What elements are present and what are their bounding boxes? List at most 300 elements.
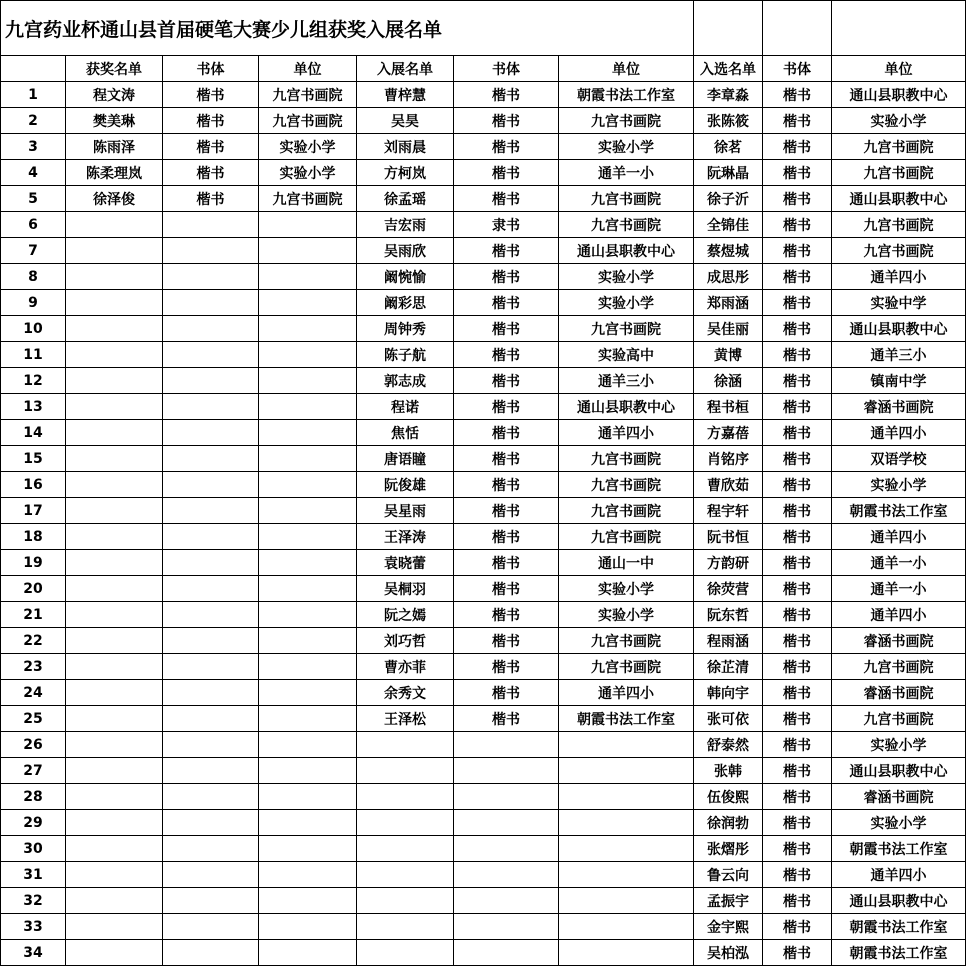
award-unit-cell [259, 888, 357, 914]
selected-unit-cell: 通山县职教中心 [832, 316, 966, 342]
selected-script-cell: 楷书 [763, 784, 832, 810]
award-script-cell [163, 420, 259, 446]
header-exhibit-name: 入展名单 [357, 56, 454, 82]
row-index-cell: 22 [1, 628, 66, 654]
table-row [1, 108, 966, 134]
row-index-cell: 6 [1, 212, 66, 238]
table-row [1, 368, 966, 394]
exhibit-script-cell [454, 914, 559, 940]
selected-script-cell: 楷书 [763, 498, 832, 524]
exhibit-name-cell [357, 862, 454, 888]
award-unit-cell [259, 290, 357, 316]
selected-unit-cell: 通山县职教中心 [832, 888, 966, 914]
selected-name-cell: 张熠彤 [694, 836, 763, 862]
award-unit-cell [259, 680, 357, 706]
table-row [1, 394, 966, 420]
exhibit-unit-cell: 朝霞书法工作室 [559, 82, 694, 108]
award-unit-cell [259, 368, 357, 394]
selected-name-cell: 方嘉蓓 [694, 420, 763, 446]
row-index-cell: 4 [1, 160, 66, 186]
selected-script-cell: 楷书 [763, 680, 832, 706]
award-name-cell [66, 732, 163, 758]
table-row [1, 134, 966, 160]
award-name-cell [66, 472, 163, 498]
selected-unit-cell: 通羊四小 [832, 524, 966, 550]
table-row [1, 914, 966, 940]
row-index-cell: 18 [1, 524, 66, 550]
award-script-cell [163, 628, 259, 654]
selected-script-cell: 楷书 [763, 758, 832, 784]
exhibit-name-cell: 陈子航 [357, 342, 454, 368]
table-row [1, 602, 966, 628]
exhibit-name-cell: 曹亦菲 [357, 654, 454, 680]
award-name-cell [66, 758, 163, 784]
table-row [1, 862, 966, 888]
award-unit-cell [259, 706, 357, 732]
row-index-cell: 16 [1, 472, 66, 498]
exhibit-name-cell: 阮之嫣 [357, 602, 454, 628]
selected-unit-cell: 通羊四小 [832, 420, 966, 446]
selected-name-cell: 舒泰然 [694, 732, 763, 758]
exhibit-script-cell: 楷书 [454, 498, 559, 524]
header-award-name: 获奖名单 [66, 56, 163, 82]
award-script-cell [163, 238, 259, 264]
selected-name-cell: 韩向宇 [694, 680, 763, 706]
exhibit-name-cell [357, 784, 454, 810]
award-name-cell: 樊美琳 [66, 108, 163, 134]
table-row [1, 420, 966, 446]
award-script-cell [163, 290, 259, 316]
selected-script-cell: 楷书 [763, 368, 832, 394]
selected-script-cell: 楷书 [763, 732, 832, 758]
exhibit-unit-cell: 九宫书画院 [559, 472, 694, 498]
selected-unit-cell: 实验小学 [832, 108, 966, 134]
row-index-cell: 8 [1, 264, 66, 290]
award-name-cell [66, 602, 163, 628]
exhibit-unit-cell: 实验小学 [559, 264, 694, 290]
selected-unit-cell: 通羊一小 [832, 550, 966, 576]
exhibit-script-cell [454, 810, 559, 836]
table-row [1, 784, 966, 810]
exhibit-name-cell: 吴桐羽 [357, 576, 454, 602]
title-row [1, 1, 966, 56]
award-unit-cell [259, 758, 357, 784]
selected-name-cell: 吴佳丽 [694, 316, 763, 342]
header-exhibit-script: 书体 [454, 56, 559, 82]
exhibit-name-cell [357, 758, 454, 784]
exhibit-name-cell: 阮俊雄 [357, 472, 454, 498]
exhibit-unit-cell: 实验小学 [559, 602, 694, 628]
award-unit-cell [259, 914, 357, 940]
award-unit-cell: 实验小学 [259, 134, 357, 160]
selected-script-cell: 楷书 [763, 420, 832, 446]
award-unit-cell [259, 446, 357, 472]
award-script-cell: 楷书 [163, 186, 259, 212]
exhibit-unit-cell: 通羊四小 [559, 420, 694, 446]
selected-unit-cell: 朝霞书法工作室 [832, 940, 966, 966]
header-index-cell [1, 56, 66, 82]
award-script-cell [163, 602, 259, 628]
exhibit-script-cell: 楷书 [454, 342, 559, 368]
exhibit-unit-cell: 通山一中 [559, 550, 694, 576]
selected-unit-cell: 朝霞书法工作室 [832, 914, 966, 940]
award-unit-cell [259, 264, 357, 290]
selected-name-cell: 程书桓 [694, 394, 763, 420]
award-script-cell [163, 212, 259, 238]
selected-unit-cell: 实验中学 [832, 290, 966, 316]
selected-name-cell: 方韵研 [694, 550, 763, 576]
exhibit-script-cell: 楷书 [454, 82, 559, 108]
table-row [1, 472, 966, 498]
exhibit-name-cell: 吴雨欣 [357, 238, 454, 264]
award-name-cell [66, 264, 163, 290]
award-name-cell [66, 524, 163, 550]
exhibit-script-cell: 楷书 [454, 316, 559, 342]
header-exhibit-unit: 单位 [559, 56, 694, 82]
exhibit-unit-cell: 实验高中 [559, 342, 694, 368]
title-blank-cell [763, 1, 832, 56]
award-name-cell [66, 368, 163, 394]
selected-unit-cell: 九宫书画院 [832, 238, 966, 264]
award-script-cell [163, 654, 259, 680]
exhibit-unit-cell: 实验小学 [559, 290, 694, 316]
award-unit-cell [259, 862, 357, 888]
exhibit-script-cell [454, 888, 559, 914]
award-script-cell [163, 524, 259, 550]
row-index-cell: 17 [1, 498, 66, 524]
selected-name-cell: 曹欣茹 [694, 472, 763, 498]
selected-unit-cell: 睿涵书画院 [832, 628, 966, 654]
table-row [1, 316, 966, 342]
selected-script-cell: 楷书 [763, 524, 832, 550]
award-script-cell [163, 342, 259, 368]
award-unit-cell [259, 212, 357, 238]
exhibit-script-cell [454, 732, 559, 758]
selected-name-cell: 阮琳晶 [694, 160, 763, 186]
exhibit-script-cell: 楷书 [454, 420, 559, 446]
exhibit-name-cell: 焦恬 [357, 420, 454, 446]
selected-unit-cell: 九宫书画院 [832, 134, 966, 160]
award-unit-cell [259, 498, 357, 524]
selected-name-cell: 蔡煜城 [694, 238, 763, 264]
exhibit-script-cell: 楷书 [454, 654, 559, 680]
award-name-cell [66, 706, 163, 732]
exhibit-name-cell: 周钟秀 [357, 316, 454, 342]
exhibit-name-cell: 刘雨晨 [357, 134, 454, 160]
row-index-cell: 29 [1, 810, 66, 836]
selected-script-cell: 楷书 [763, 160, 832, 186]
selected-script-cell: 楷书 [763, 394, 832, 420]
table-row [1, 446, 966, 472]
award-unit-cell [259, 732, 357, 758]
row-index-cell: 27 [1, 758, 66, 784]
award-unit-cell [259, 524, 357, 550]
row-index-cell: 34 [1, 940, 66, 966]
selected-name-cell: 程宇轩 [694, 498, 763, 524]
exhibit-unit-cell: 通山县职教中心 [559, 394, 694, 420]
row-index-cell: 10 [1, 316, 66, 342]
selected-unit-cell: 通羊三小 [832, 342, 966, 368]
exhibit-name-cell: 曹梓慧 [357, 82, 454, 108]
award-script-cell [163, 706, 259, 732]
selected-unit-cell: 睿涵书画院 [832, 680, 966, 706]
selected-unit-cell: 睿涵书画院 [832, 784, 966, 810]
exhibit-name-cell: 徐孟瑶 [357, 186, 454, 212]
selected-script-cell: 楷书 [763, 810, 832, 836]
award-name-cell [66, 836, 163, 862]
exhibit-script-cell [454, 836, 559, 862]
exhibit-name-cell [357, 732, 454, 758]
award-script-cell [163, 472, 259, 498]
selected-script-cell: 楷书 [763, 888, 832, 914]
selected-unit-cell: 镇南中学 [832, 368, 966, 394]
award-script-cell [163, 680, 259, 706]
selected-script-cell: 楷书 [763, 836, 832, 862]
exhibit-unit-cell [559, 940, 694, 966]
award-script-cell [163, 394, 259, 420]
award-script-cell [163, 914, 259, 940]
exhibit-name-cell: 余秀文 [357, 680, 454, 706]
row-index-cell: 3 [1, 134, 66, 160]
exhibit-name-cell: 郭志成 [357, 368, 454, 394]
exhibit-name-cell: 唐语瞳 [357, 446, 454, 472]
exhibit-script-cell: 楷书 [454, 576, 559, 602]
exhibit-script-cell: 楷书 [454, 394, 559, 420]
row-index-cell: 5 [1, 186, 66, 212]
table-row [1, 160, 966, 186]
award-script-cell [163, 810, 259, 836]
exhibit-name-cell: 吴昊 [357, 108, 454, 134]
selected-script-cell: 楷书 [763, 238, 832, 264]
table-row [1, 212, 966, 238]
selected-unit-cell: 双语学校 [832, 446, 966, 472]
exhibit-name-cell [357, 810, 454, 836]
award-unit-cell [259, 316, 357, 342]
award-name-cell [66, 862, 163, 888]
exhibit-script-cell [454, 940, 559, 966]
selected-name-cell: 徐芷清 [694, 654, 763, 680]
award-script-cell [163, 264, 259, 290]
exhibit-unit-cell [559, 810, 694, 836]
exhibit-script-cell: 楷书 [454, 264, 559, 290]
exhibit-script-cell: 楷书 [454, 446, 559, 472]
selected-script-cell: 楷书 [763, 316, 832, 342]
selected-script-cell: 楷书 [763, 186, 832, 212]
header-award-unit: 单位 [259, 56, 357, 82]
exhibit-name-cell: 方柯岚 [357, 160, 454, 186]
exhibit-unit-cell: 朝霞书法工作室 [559, 706, 694, 732]
award-name-cell [66, 342, 163, 368]
selected-name-cell: 张韩 [694, 758, 763, 784]
selected-unit-cell: 通山县职教中心 [832, 758, 966, 784]
award-unit-cell: 九宫书画院 [259, 186, 357, 212]
exhibit-script-cell: 楷书 [454, 290, 559, 316]
selected-unit-cell: 通羊一小 [832, 576, 966, 602]
exhibit-unit-cell: 实验小学 [559, 134, 694, 160]
award-unit-cell [259, 420, 357, 446]
award-script-cell: 楷书 [163, 82, 259, 108]
selected-name-cell: 黄博 [694, 342, 763, 368]
exhibit-name-cell: 刘巧哲 [357, 628, 454, 654]
exhibit-unit-cell: 九宫书画院 [559, 186, 694, 212]
row-index-cell: 14 [1, 420, 66, 446]
award-script-cell [163, 888, 259, 914]
award-script-cell [163, 446, 259, 472]
award-name-cell [66, 888, 163, 914]
exhibit-script-cell: 楷书 [454, 680, 559, 706]
selected-name-cell: 徐涵 [694, 368, 763, 394]
award-unit-cell [259, 628, 357, 654]
exhibit-name-cell: 袁晓蕾 [357, 550, 454, 576]
table-row [1, 186, 966, 212]
row-index-cell: 21 [1, 602, 66, 628]
selected-name-cell: 孟振宇 [694, 888, 763, 914]
exhibit-unit-cell [559, 784, 694, 810]
award-script-cell [163, 732, 259, 758]
header-selected-name: 入选名单 [694, 56, 763, 82]
header-row [1, 56, 966, 82]
award-unit-cell: 九宫书画院 [259, 82, 357, 108]
award-script-cell: 楷书 [163, 108, 259, 134]
selected-script-cell: 楷书 [763, 290, 832, 316]
selected-unit-cell: 实验小学 [832, 810, 966, 836]
selected-name-cell: 郑雨涵 [694, 290, 763, 316]
award-name-cell [66, 576, 163, 602]
header-award-script: 书体 [163, 56, 259, 82]
award-unit-cell: 实验小学 [259, 160, 357, 186]
selected-unit-cell: 通羊四小 [832, 602, 966, 628]
selected-script-cell: 楷书 [763, 862, 832, 888]
row-index-cell: 30 [1, 836, 66, 862]
award-unit-cell [259, 810, 357, 836]
row-index-cell: 1 [1, 82, 66, 108]
exhibit-unit-cell: 通羊三小 [559, 368, 694, 394]
row-index-cell: 12 [1, 368, 66, 394]
award-name-cell: 陈柔理岚 [66, 160, 163, 186]
exhibit-unit-cell: 九宫书画院 [559, 654, 694, 680]
award-script-cell [163, 550, 259, 576]
award-name-cell [66, 550, 163, 576]
exhibit-unit-cell: 通羊四小 [559, 680, 694, 706]
table-row [1, 888, 966, 914]
exhibit-unit-cell: 九宫书画院 [559, 446, 694, 472]
selected-script-cell: 楷书 [763, 472, 832, 498]
award-name-cell: 程文涛 [66, 82, 163, 108]
selected-unit-cell: 睿涵书画院 [832, 394, 966, 420]
selected-name-cell: 吴柏泓 [694, 940, 763, 966]
selected-script-cell: 楷书 [763, 914, 832, 940]
award-unit-cell [259, 342, 357, 368]
exhibit-name-cell: 阚彩思 [357, 290, 454, 316]
exhibit-name-cell: 王泽涛 [357, 524, 454, 550]
selected-name-cell: 徐子沂 [694, 186, 763, 212]
exhibit-script-cell [454, 784, 559, 810]
row-index-cell: 2 [1, 108, 66, 134]
award-unit-cell [259, 836, 357, 862]
exhibit-script-cell: 楷书 [454, 706, 559, 732]
exhibit-unit-cell: 九宫书画院 [559, 316, 694, 342]
award-script-cell [163, 836, 259, 862]
award-name-cell [66, 654, 163, 680]
selected-name-cell: 成思彤 [694, 264, 763, 290]
row-index-cell: 31 [1, 862, 66, 888]
exhibit-unit-cell [559, 888, 694, 914]
exhibit-unit-cell [559, 758, 694, 784]
selected-unit-cell: 通羊四小 [832, 264, 966, 290]
award-name-cell [66, 238, 163, 264]
row-index-cell: 7 [1, 238, 66, 264]
exhibit-script-cell: 隶书 [454, 212, 559, 238]
exhibit-script-cell: 楷书 [454, 108, 559, 134]
award-unit-cell: 九宫书画院 [259, 108, 357, 134]
selected-name-cell: 程雨涵 [694, 628, 763, 654]
table-row [1, 576, 966, 602]
selected-script-cell: 楷书 [763, 212, 832, 238]
exhibit-unit-cell: 实验小学 [559, 576, 694, 602]
exhibit-unit-cell: 九宫书画院 [559, 212, 694, 238]
award-script-cell [163, 940, 259, 966]
award-unit-cell [259, 394, 357, 420]
exhibit-script-cell: 楷书 [454, 550, 559, 576]
title-blank-cell [694, 1, 763, 56]
exhibit-script-cell: 楷书 [454, 134, 559, 160]
exhibit-name-cell [357, 836, 454, 862]
exhibit-unit-cell: 通羊一小 [559, 160, 694, 186]
exhibit-unit-cell [559, 836, 694, 862]
selected-script-cell: 楷书 [763, 940, 832, 966]
table-row [1, 706, 966, 732]
selected-script-cell: 楷书 [763, 108, 832, 134]
selected-name-cell: 徐荧营 [694, 576, 763, 602]
selected-name-cell: 金宇熙 [694, 914, 763, 940]
table-row [1, 758, 966, 784]
exhibit-script-cell: 楷书 [454, 524, 559, 550]
selected-name-cell: 全锦佳 [694, 212, 763, 238]
award-name-cell [66, 420, 163, 446]
selected-unit-cell: 九宫书画院 [832, 212, 966, 238]
table-row [1, 82, 966, 108]
table-row [1, 524, 966, 550]
row-index-cell: 26 [1, 732, 66, 758]
selected-script-cell: 楷书 [763, 706, 832, 732]
award-name-cell [66, 498, 163, 524]
selected-unit-cell: 实验小学 [832, 732, 966, 758]
selected-script-cell: 楷书 [763, 342, 832, 368]
row-index-cell: 9 [1, 290, 66, 316]
table-row [1, 836, 966, 862]
selected-name-cell: 李章淼 [694, 82, 763, 108]
exhibit-script-cell: 楷书 [454, 368, 559, 394]
title-blank-cell [832, 1, 966, 56]
selected-name-cell: 鲁云向 [694, 862, 763, 888]
selected-unit-cell: 通羊四小 [832, 862, 966, 888]
award-unit-cell [259, 576, 357, 602]
table-row [1, 264, 966, 290]
selected-unit-cell: 九宫书画院 [832, 160, 966, 186]
exhibit-script-cell: 楷书 [454, 628, 559, 654]
exhibit-name-cell: 吉宏雨 [357, 212, 454, 238]
award-name-cell [66, 394, 163, 420]
exhibit-name-cell [357, 940, 454, 966]
selected-unit-cell: 实验小学 [832, 472, 966, 498]
award-script-cell [163, 498, 259, 524]
award-script-cell: 楷书 [163, 160, 259, 186]
table-row [1, 290, 966, 316]
page-title: 九宫药业杯通山县首届硬笔大赛少儿组获奖入展名单 [1, 1, 694, 56]
exhibit-unit-cell [559, 862, 694, 888]
selected-script-cell: 楷书 [763, 602, 832, 628]
selected-name-cell: 肖铭序 [694, 446, 763, 472]
